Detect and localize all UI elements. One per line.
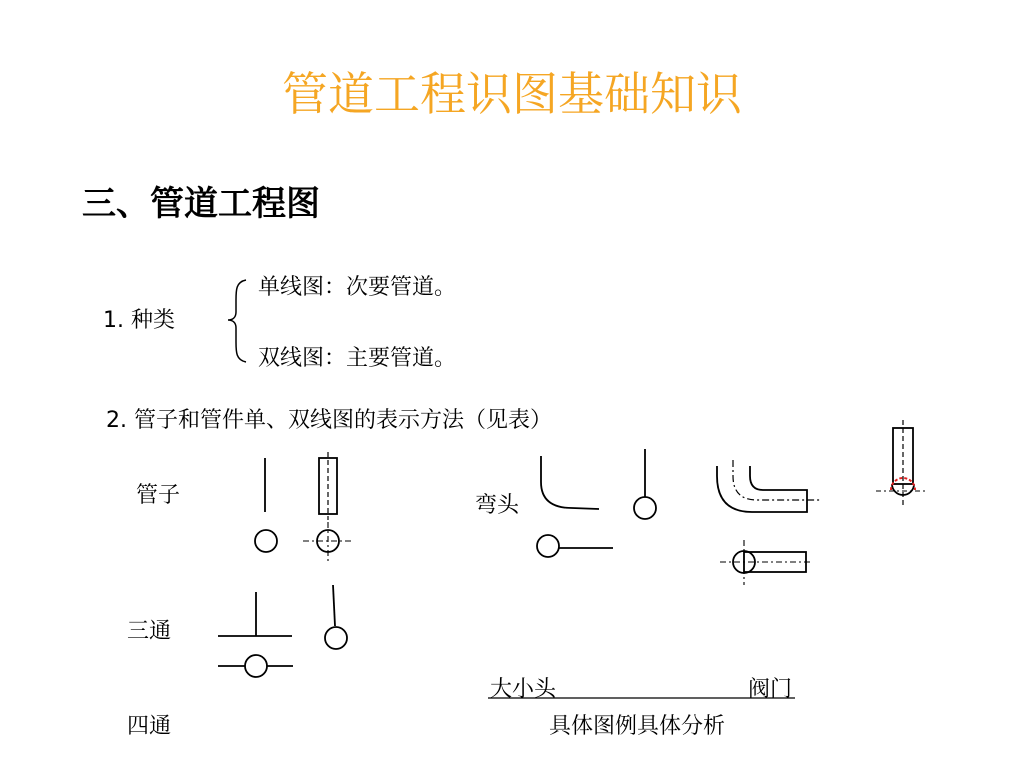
double-line-desc: 双线图：主要管道。 [258,346,457,371]
method-heading: 2. 管子和管件单、双线图的表示方法（见表） [106,408,552,433]
elbow-single-curve [541,456,599,509]
tee-sketch-line [333,585,335,626]
pipe-single-section [255,530,277,552]
brace [228,280,246,362]
elbow-horizontal-section [537,535,559,557]
elbow-double-outer [717,466,807,512]
analysis-note: 具体图例具体分析 [549,714,726,739]
tee-sketch-circle [325,627,347,649]
tee-branch-section [245,655,267,677]
cross-label: 四通 [127,714,172,739]
single-line-desc: 单线图：次要管道。 [258,275,457,300]
tee-label: 三通 [127,619,172,644]
valve-label: 阀门 [748,677,793,702]
reducer-label: 大小头 [490,677,557,702]
section-heading: 三、管道工程图 [82,184,320,224]
pipe-label: 管子 [136,483,181,508]
elbow-vertical-section [634,497,656,519]
elbow-double-centerline [733,460,822,500]
elbow-label: 弯头 [475,493,520,518]
page-title: 管道工程识图基础知识 [282,67,742,121]
kinds-label: 1. 种类 [103,308,175,333]
